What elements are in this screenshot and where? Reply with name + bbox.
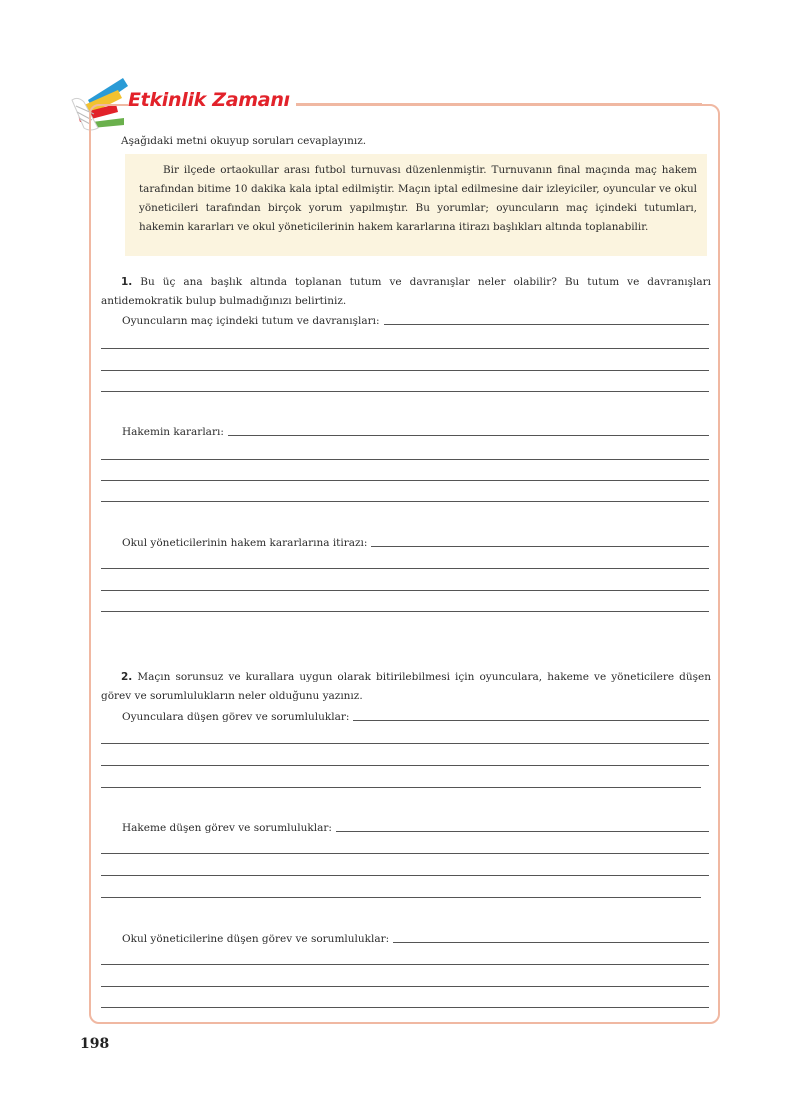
- prompt-players-attitudes: Oyuncuların maç içindeki tutum ve davranışları:: [122, 315, 384, 327]
- question-2-text: Maçın sorunsuz ve kurallara uygun olarak bitirilebilmesi için oyunculara, hakeme ve yöneticilere düşen görev ve sorumlulukların neler olduğunu yazınız.: [101, 671, 712, 702]
- answer-line[interactable]: [101, 1007, 709, 1008]
- answer-line[interactable]: [101, 459, 709, 460]
- prompt-referee-decisions: Hakemin kararları:: [122, 426, 228, 438]
- prompt-school-administrators-duties: Okul yöneticilerine düşen görev ve sorumluluklar:: [122, 933, 393, 945]
- answer-line[interactable]: [101, 480, 709, 481]
- answer-line[interactable]: [101, 501, 709, 502]
- prompt-players-duties: Oyunculara düşen görev ve sorumluluklar:: [122, 711, 353, 723]
- question-1: [101, 273, 711, 311]
- answer-line[interactable]: [101, 391, 709, 392]
- title-divider: [282, 103, 702, 105]
- reading-passage: Bir ilçede ortaokullar arası futbol turnuvası düzenlenmiştir. Turnuvanın final maçında maç hakem tarafından bitime 10 dakika kala iptal edilmiştir. Maçın iptal edilmesine dair izleyiciler, oyuncular ve okul yöneticileri tarafından birçok yorum yapılmıştır. Bu yorumlar; oyuncuların maç içindeki tutumları, hakemin kararları ve okul yöneticilerinin hakem kararlarına itirazı başlıkları altında toplanabilir.: [125, 154, 707, 256]
- answer-line[interactable]: [101, 897, 701, 898]
- answer-line[interactable]: [101, 986, 709, 987]
- instructions: Aşağıdaki metni okuyup soruları cevaplayınız.: [121, 135, 367, 147]
- page-number: 198: [80, 1036, 110, 1052]
- prompt-school-administrators-objection: Okul yöneticilerinin hakem kararlarına itirazı:: [122, 537, 371, 549]
- answer-line[interactable]: [101, 611, 709, 612]
- answer-line[interactable]: [101, 787, 701, 788]
- answer-line[interactable]: [101, 964, 709, 965]
- activity-title: Etkinlik Zamanı: [128, 89, 296, 111]
- answer-line[interactable]: [101, 348, 709, 349]
- answer-line[interactable]: [101, 875, 709, 876]
- question-2: [101, 668, 711, 706]
- answer-line[interactable]: [101, 568, 709, 569]
- question-2-number: 2.: [121, 671, 133, 683]
- question-1-number: 1.: [121, 276, 133, 288]
- answer-line[interactable]: [101, 853, 709, 854]
- answer-line[interactable]: [101, 370, 709, 371]
- answer-line[interactable]: [101, 590, 709, 591]
- answer-line[interactable]: [101, 765, 709, 766]
- question-1-text: Bu üç ana başlık altında toplanan tutum ve davranışlar neler olabilir? Bu tutum ve davranışları antidemokratik bulup bulmadığınızı belirtiniz.: [101, 276, 711, 307]
- answer-line[interactable]: [101, 743, 709, 744]
- prompt-referee-duties: Hakeme düşen görev ve sorumluluklar:: [122, 822, 336, 834]
